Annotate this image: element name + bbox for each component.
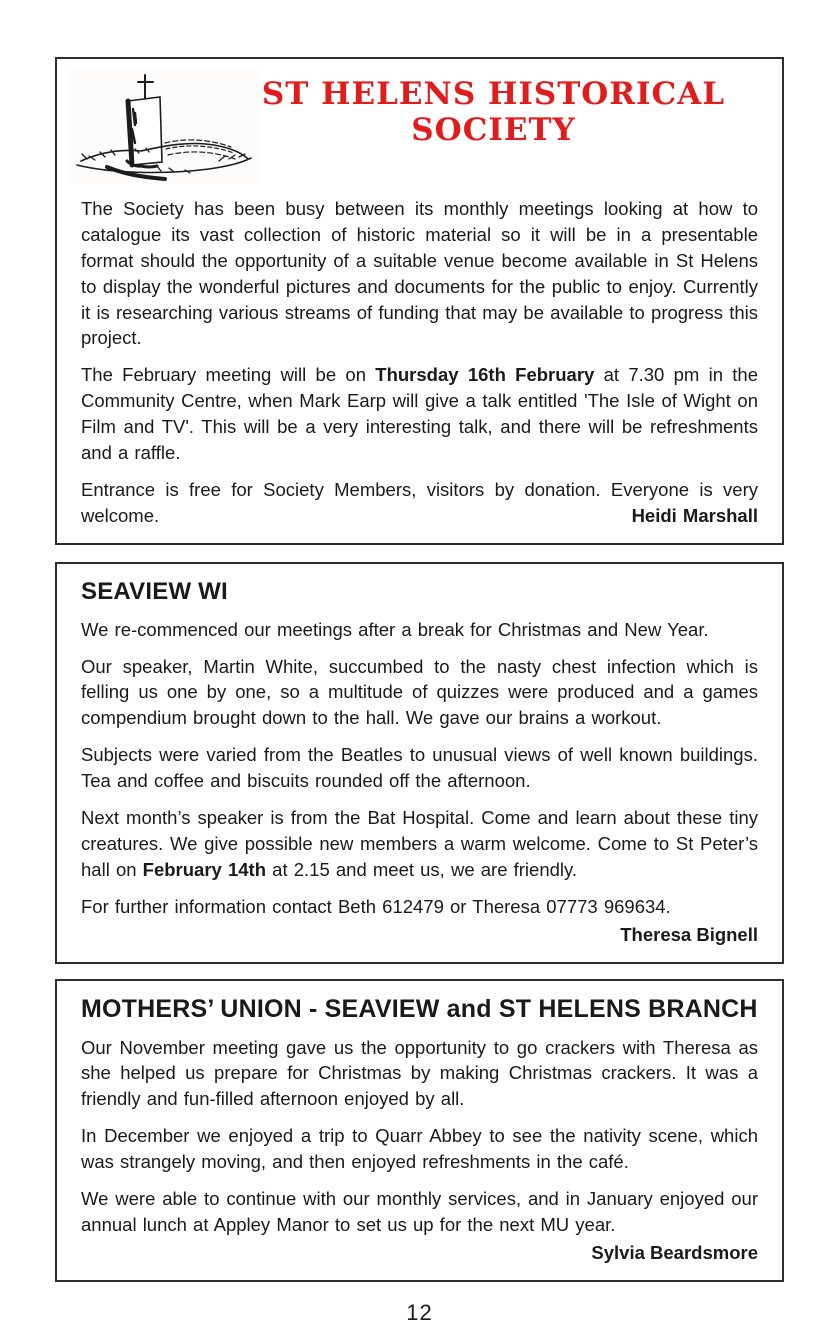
section-historical-society bbox=[55, 57, 784, 545]
society-title-line1: ST HELENS HISTORICAL bbox=[261, 76, 726, 112]
paragraph: Our November meeting gave us the opportunity to go crackers with Theresa as she helped us prepare for Christmas by making Christmas crackers. It was a friendly and fun-filled afternoon enjoyed by all. bbox=[81, 1036, 758, 1110]
paragraph: We were able to continue with our monthly services, and in January enjoyed our annual lunch at Appley Manor to set us up for the next MU year. bbox=[81, 1188, 758, 1235]
society-header bbox=[81, 69, 758, 184]
newsletter-page bbox=[55, 57, 784, 1326]
signature-theresa-bignell: Theresa Bignell bbox=[620, 923, 758, 945]
seaview-wi-heading: SEAVIEW WI bbox=[81, 577, 228, 605]
mothers-union-heading: MOTHERS’ UNION - SEAVIEW and ST HELENS BRANCH bbox=[81, 994, 758, 1023]
society-logo bbox=[69, 69, 259, 184]
paragraph: Our speaker, Martin White, succumbed to the nasty chest infection which is felling us one by one, so a multitude of quizzes were produced and a games compendium brought down to the hall. We gave our brains a workout. bbox=[81, 655, 758, 729]
paragraph-text: Entrance is free for Society Members, visitors by donation. Everyone is very welcome. bbox=[81, 478, 758, 526]
seamark-tower-sketch-icon bbox=[69, 69, 259, 184]
society-title bbox=[259, 69, 758, 148]
signature-sylvia-beardsmore: Sylvia Beardsmore bbox=[591, 1241, 758, 1263]
paragraph: Next month’s speaker is from the Bat Hospital. Come and learn about these tiny creatures. We give possible new members a warm welcome. Come to St Peter’s hall on February 14th at 2.15 and meet us, we are friendly. bbox=[81, 807, 758, 880]
paragraph: For further information contact Beth 612479 or Theresa 07773 969634. bbox=[81, 895, 671, 917]
paragraph: In December we enjoyed a trip to Quarr Abbey to see the nativity scene, which was strangely moving, and then enjoyed refreshments in the café. bbox=[81, 1125, 758, 1173]
section-seaview-wi bbox=[55, 562, 784, 964]
society-title-line2: SOCIETY bbox=[411, 111, 576, 148]
page-number: 12 bbox=[406, 1299, 433, 1325]
paragraph-with-signature bbox=[81, 477, 758, 529]
paragraph: Subjects were varied from the Beatles to unusual views of well known buildings. Tea and coffee and biscuits rounded off the afternoon. bbox=[81, 744, 758, 792]
signature-heidi-marshall: Heidi Marshall bbox=[631, 504, 758, 526]
paragraph: We re-commenced our meetings after a break for Christmas and New Year. bbox=[81, 618, 709, 640]
paragraph: The February meeting will be on Thursday 16th February at 7.30 pm in the Community Centre, when Mark Earp will give a talk entitled 'The Isle of Wight on Film and TV'. This will be a very interesting talk, and there will be refreshments and a raffle. bbox=[81, 364, 758, 464]
paragraph: The Society has been busy between its monthly meetings looking at how to catalogue its vast collection of historic material so it will be in a presentable format should the opportunity of a suitable venue become available in St Helens to display the wonderful pictures and documents for the public to enjoy. Currently it is researching various streams of funding that may be available to progress this project. bbox=[81, 198, 758, 349]
section-mothers-union bbox=[55, 979, 784, 1282]
